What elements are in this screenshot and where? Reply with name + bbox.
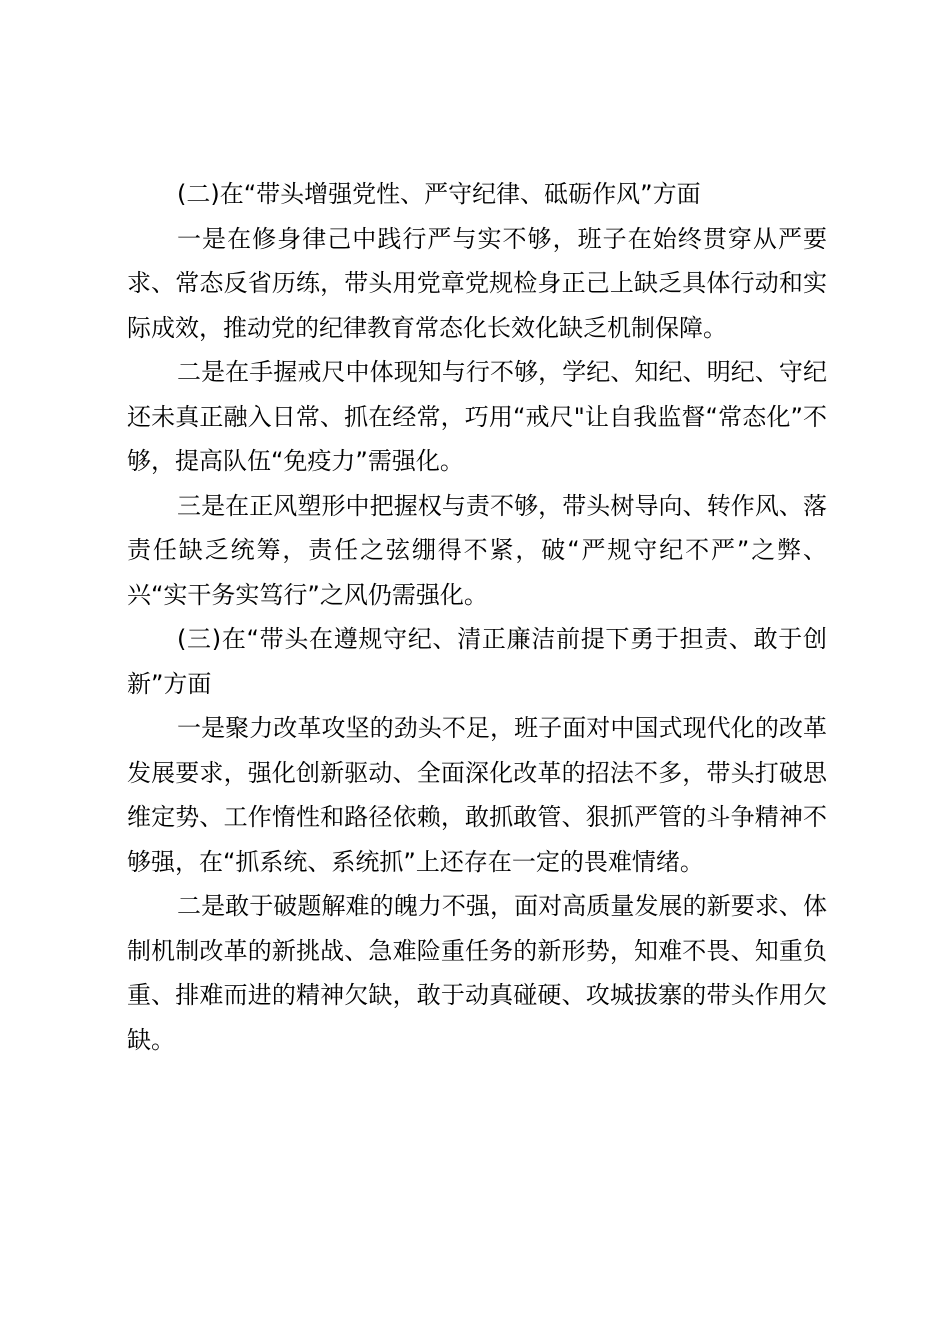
paragraph: 三是在正风塑形中把握权与责不够，带头树导向、转作风、落责任缺乏统筹，责任之弦绷得不紧，破“严规守纪不严”之弊、兴“实干务实笃行”之风仍需强化。	[127, 491, 827, 609]
document-body	[127, 172, 827, 1062]
paragraph: 一是聚力改革攻坚的劲头不足，班子面对中国式现代化的改革发展要求，强化创新驱动、全面深化改革的招法不多，带头打破思维定势、工作惰性和路径依赖，敢抓敢管、狠抓严管的斗争精神不够强，在“抓系统、系统抓”上还存在一定的畏难情绪。	[127, 714, 827, 876]
paragraph: 二是敢于破题解难的魄力不强，面对高质量发展的新要求、体制机制改革的新挑战、急难险重任务的新形势，知难不畏、知重负重、排难而进的精神欠缺，敢于动真碰硬、攻城拔寨的带头作用欠缺。	[127, 892, 827, 1054]
paragraph: 一是在修身律己中践行严与实不够，班子在始终贯穿从严要求、常态反省历练，带头用党章党规检身正己上缺乏具体行动和实际成效，推动党的纪律教育常态化长效化缺乏机制保障。	[127, 224, 827, 342]
paragraph: 二是在手握戒尺中体现知与行不够，学纪、知纪、明纪、守纪还未真正融入日常、抓在经常，巧用“戒尺"让自我监督“常态化”不够，提高队伍“免疫力”需强化。	[127, 358, 827, 475]
section-heading-2: (二)在“带头增强党性、严守纪律、砥砺作风”方面	[177, 180, 701, 208]
section-heading-3: (三)在“带头在遵规守纪、清正廉洁前提下勇于担责、敢于创新”方面	[127, 625, 827, 698]
